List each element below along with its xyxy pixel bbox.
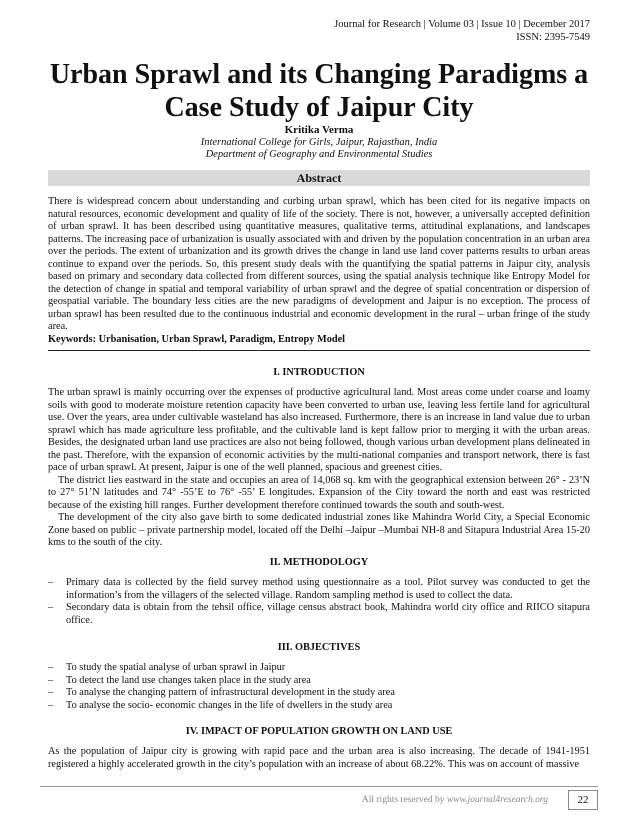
author-block (40, 124, 598, 162)
abstract-divider (48, 350, 590, 351)
rights-text: All rights reserved by (361, 795, 447, 805)
list-item: – To analyse the changing pattern of infrastructural development in the study area (48, 687, 590, 700)
footer-divider (40, 786, 598, 787)
paper-title (40, 58, 598, 124)
intro-paragraph-3: The development of the city also gave birth to some dedicated industrial zones like Mahindra World City, a Special Economic Zone based on public – private partnership model, located off the Delhi –Jaipur –Mumbai NH-8 and Sitapura Industrial Area 15-20 kms to the south of the city. (48, 512, 590, 548)
impact-body (48, 746, 590, 771)
title-line-2: Case Study of Jaipur City (164, 92, 474, 123)
intro-paragraph-2: The district lies eastward in the state and occupies an area of 14,068 sq. km with the geographical extension between 26° - 23’N to 27° 51’N latitudes and 74° -55’E to 76° -55’ E longitudes. Expansion of the City toward the north and east was restricted because of the existing hill ranges. Further development therefore continued towards the south and south-west. (48, 474, 590, 511)
methodology-body (48, 577, 590, 627)
objectives-body (48, 662, 590, 712)
issn: ISSN: 2395-7549 (516, 32, 590, 43)
page-number: 22 (568, 790, 598, 810)
list-item: – To analyse the socio- economic changes in the life of dwellers in the study area (48, 700, 590, 713)
list-item: – To study the spatial analyse of urban sprawl in Jaipur (48, 662, 590, 675)
section-heading-objectives: III. OBJECTIVES (277, 642, 361, 653)
abstract-body (48, 196, 590, 346)
journal-website-link[interactable]: www.journal4research.org (446, 795, 548, 805)
list-item: – Secondary data is obtain from the tehsil office, village census abstract book, Mahindra world city office and RIICO sitapura office. (48, 602, 590, 627)
introduction-body (48, 387, 590, 550)
affiliation-1: International College for Girls, Jaipur, Rajasthan, India (200, 136, 438, 148)
list-item: – Primary data is collected by the field survey method using questionnaire as a tool. Pilot survey was conducted to get the information’s from the villagers of the selected village. Random sampling method is used to collect the data. (48, 577, 590, 602)
intro-paragraph-1: The urban sprawl is mainly occurring over the expenses of productive agricultural land. Most areas come under coarse and loamy soils with good to moderate moisture retention capacity have been converted to urban use, leaving less fertile land for agricultural use. Over the years, area under cultivable wasteland has also increased. Furthermore, there is an increase in land value due to urban sprawl which has made agriculture less profitable, and the cultivable land is kept fallow prior to merging it with the urban areas. Besides, the designated urban land use practices are also not being followed, though various urban development plans delineated in the past. Therefore, with the expansion of economic activities by the multi-national companies and transport network, there is fast pace of urban sprawl. At present, Jaipur is one of the well planned, spacious and greenest cities. (48, 387, 590, 473)
affiliation-2: Department of Geography and Environmental Studies (205, 149, 433, 160)
keywords: Keywords: Urbanisation, Urban Sprawl, Paradigm, Entropy Model (48, 333, 346, 345)
footer-rights (362, 795, 548, 805)
impact-paragraph-1: As the population of Jaipur city is growing with rapid pace and the urban area is also increasing. The decade of 1941-1951 registered a highly accelerated growth in the city’s population with an increase of about 68.22%. This was on account of massive (48, 746, 590, 770)
section-heading-methodology: II. METHODOLOGY (269, 557, 369, 568)
abstract-heading: Abstract (48, 170, 590, 186)
journal-line: Journal for Research | Volume 03 | Issue 10 | December 2017 (334, 19, 590, 30)
section-heading-impact: IV. IMPACT OF POPULATION GROWTH ON LAND USE (185, 726, 453, 737)
abstract-text: There is widespread concern about understanding and curbing urban sprawl, which has been cited for its negative impacts on natural resources, economic development and quality of life of the society. There is not, however, a universally accepted definition of urban sprawl. It has been described using quantitative measures, qualitative terms, attitudinal explanations, and landscapes patterns. The increasing pace of urbanization is usually associated with and driven by the population concentration in an urban area over the periods. The extent of urbanization and its growth drives the change in land use land cover patterns results to urban areas continue to expand over the periods. So, this present study deals with the quantifying the spatial patterns in Jaipur city, analysis based on primary and secondary data collected from different sources, using the spatial analysis technique like Entropy Model for the detection of change in spatial and temporal variability of urban sprawl and the degree of spatial concentration or dispersion of geospatial variable. The boundary less cities are the new paradigms of development and Jaipur is no exception. The process of urban sprawl has been resulted due to the continuous industrial and economic development in the rural – urban fringe of the study area. (48, 196, 590, 332)
running-header (334, 18, 590, 44)
list-item: – To detect the land use changes taken place in the study area (48, 675, 590, 688)
title-line-1: Urban Sprawl and its Changing Paradigms a (49, 59, 589, 90)
author-name: Kritika Verma (284, 124, 354, 136)
section-heading-introduction: I. INTRODUCTION (273, 367, 365, 378)
